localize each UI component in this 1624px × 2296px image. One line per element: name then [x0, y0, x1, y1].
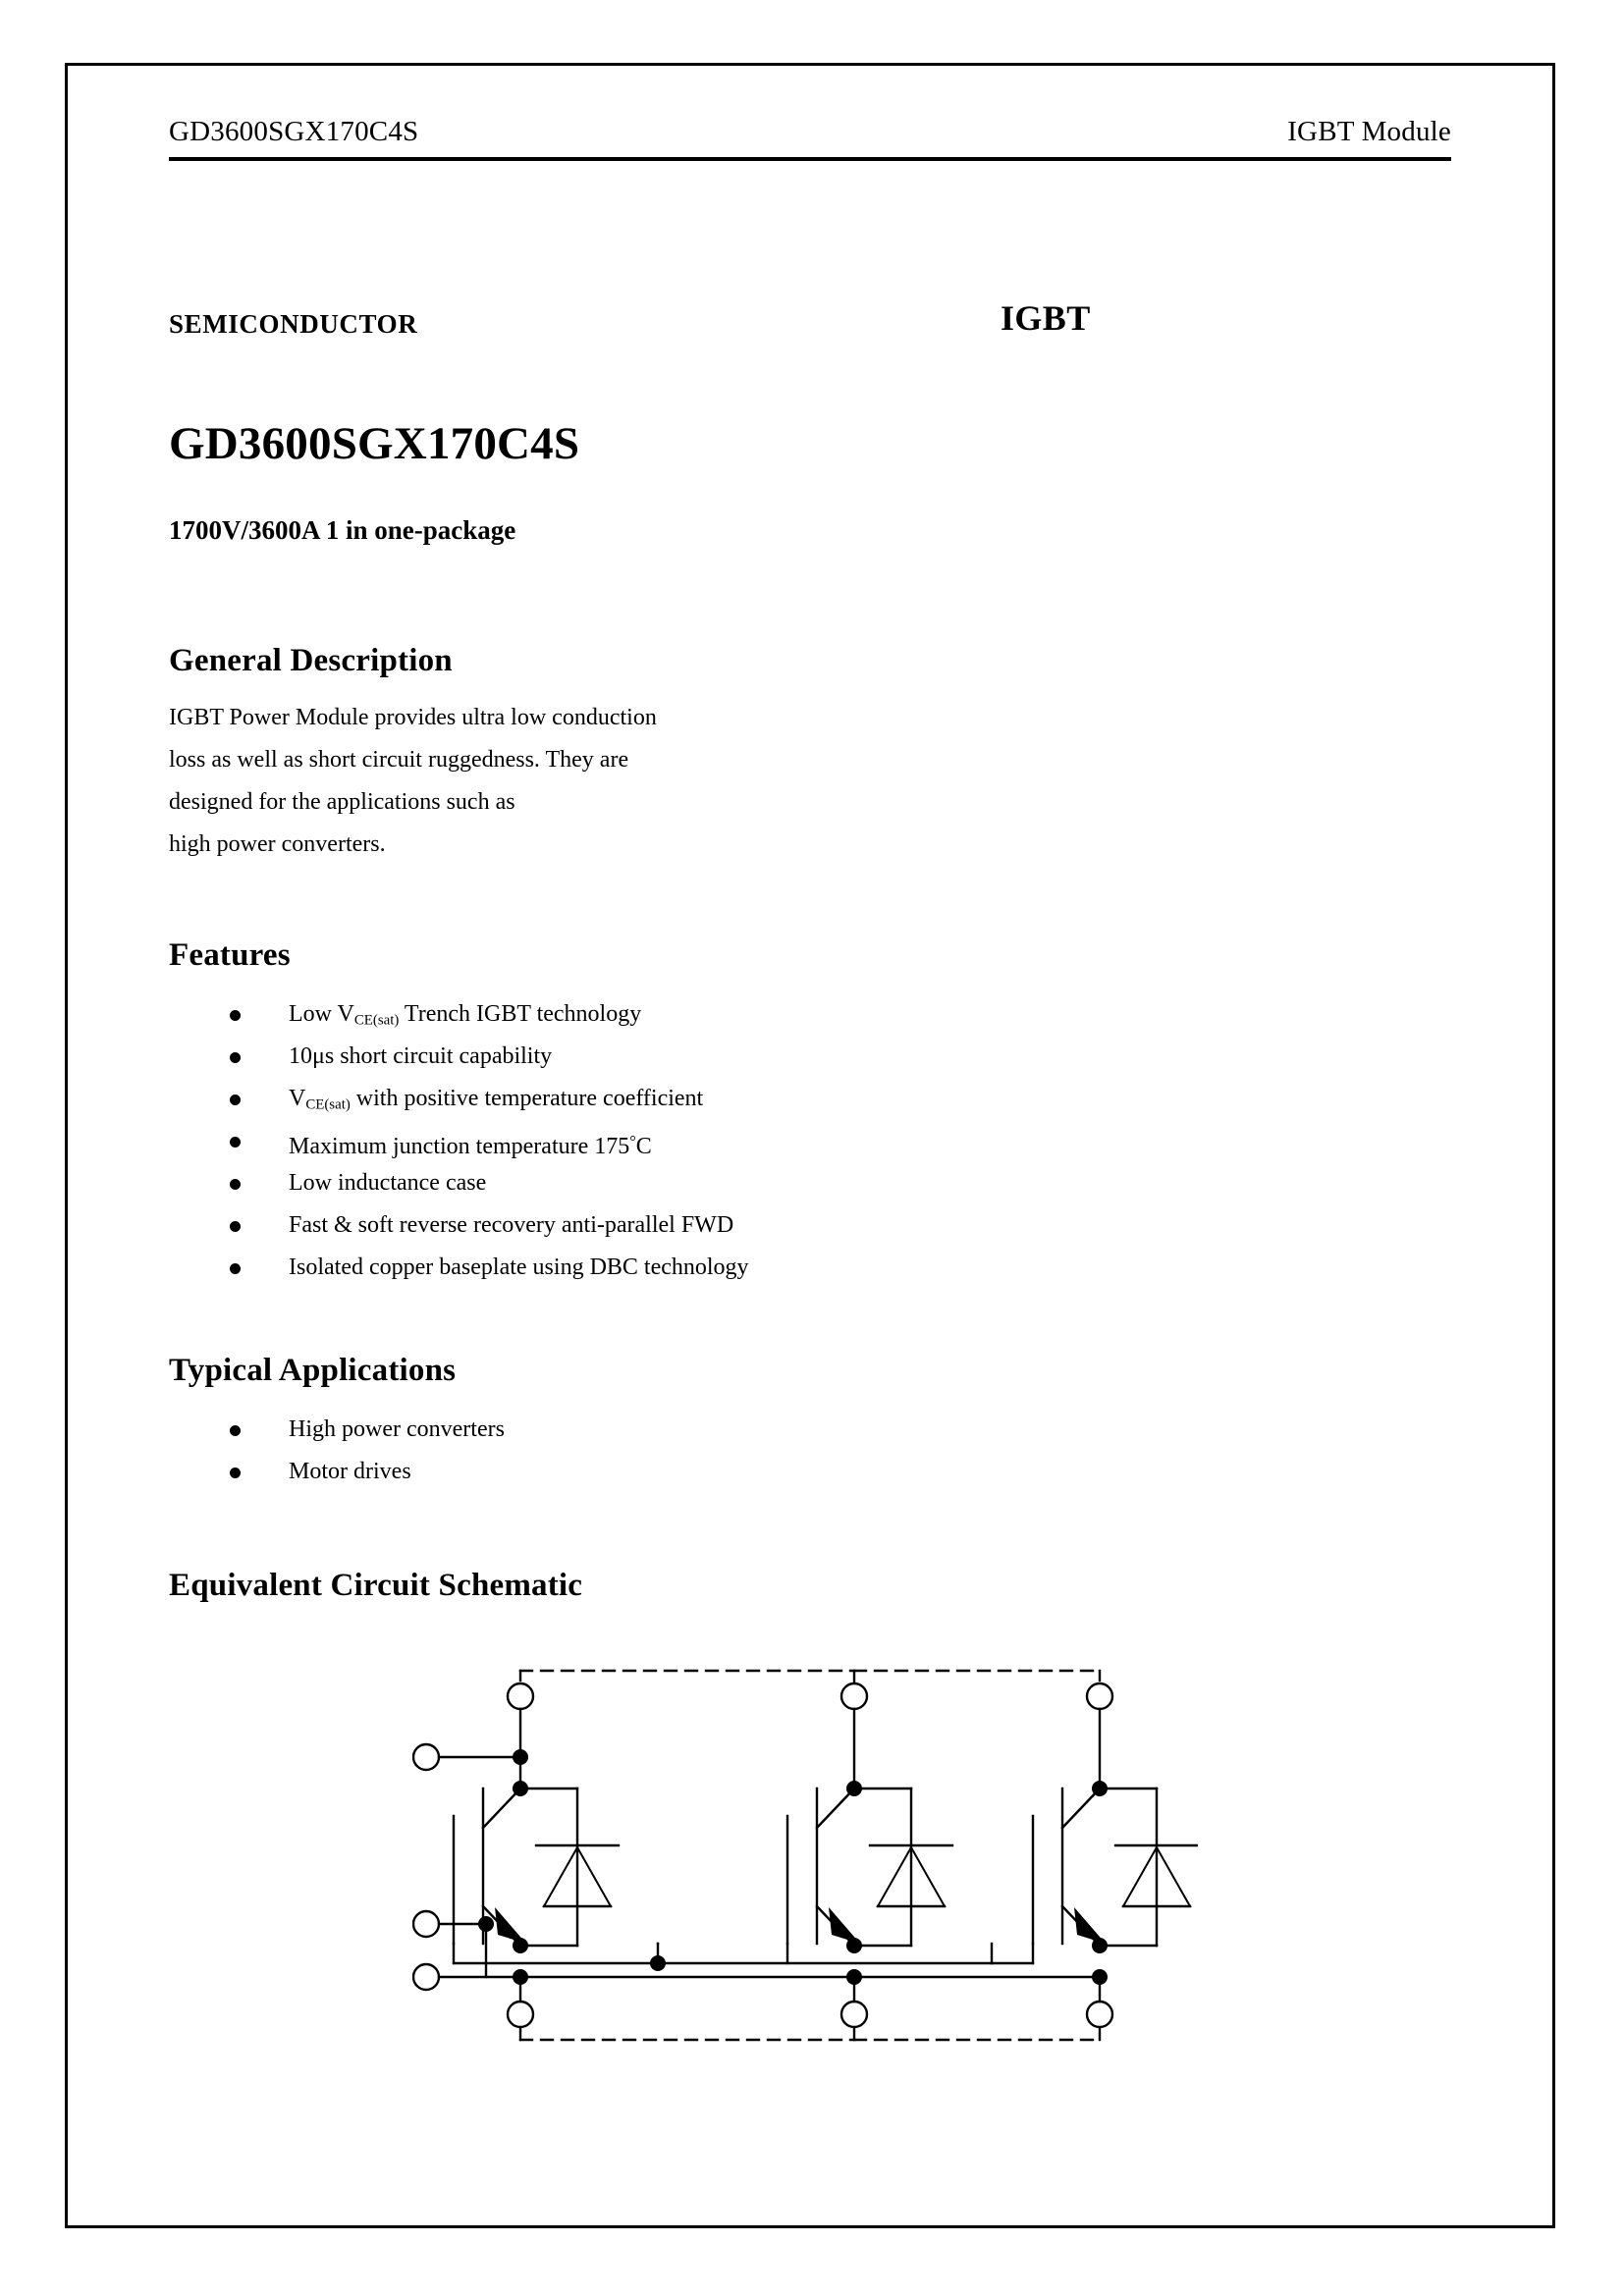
collector-slant-1 — [483, 1789, 520, 1828]
terminal-collector-top-1 — [508, 1683, 533, 1709]
general-description-heading: General Description — [169, 643, 453, 678]
degree-symbol: ° — [629, 1132, 636, 1150]
junction-dot-collector-left — [513, 1749, 528, 1765]
junction-dot-cell2-emitter — [846, 1938, 862, 1953]
features-list — [222, 993, 749, 1289]
description-line: designed for the applications such as — [169, 789, 515, 815]
junction-dot-emitter-rail-1 — [513, 1969, 528, 1985]
bullet-icon — [230, 1468, 241, 1478]
bullet-icon — [230, 1052, 241, 1063]
feature-item — [222, 1204, 749, 1247]
semiconductor-label: SEMICONDUCTOR — [169, 309, 418, 339]
terminal-collector-top-2 — [841, 1683, 867, 1709]
feature-text-post: with positive temperature coefficient — [350, 1086, 704, 1111]
feature-text-tail: C — [635, 1133, 652, 1159]
junction-dot-emitter-rail-3 — [1092, 1969, 1108, 1985]
feature-text-pre: Fast & soft reverse recovery anti-parallel FWD — [289, 1212, 734, 1238]
application-text: Motor drives — [289, 1459, 411, 1484]
description-line: high power converters. — [169, 831, 386, 857]
feature-subscript: CE(sat) — [353, 1012, 400, 1029]
feature-text-pre: V — [289, 1086, 306, 1111]
feature-item — [222, 1120, 749, 1162]
dashed-collector-rail — [520, 1671, 1100, 1682]
application-item — [222, 1409, 505, 1451]
terminal-collector-top-3 — [1087, 1683, 1112, 1709]
equivalent-circuit-schematic-heading: Equivalent Circuit Schematic — [169, 1568, 583, 1603]
feature-item — [222, 1078, 749, 1120]
feature-text-pre: Maximum junction temperature 175 — [289, 1133, 630, 1159]
feature-text-pre: 10μs short circuit capability — [289, 1043, 553, 1069]
feature-item — [222, 993, 749, 1036]
description-line: IGBT Power Module provides ultra low conduction — [169, 705, 657, 730]
feature-text-pre: Low V — [289, 1001, 354, 1027]
application-text: High power converters — [289, 1416, 505, 1442]
feature-item — [222, 1247, 749, 1289]
junction-dot-cell1-collector — [513, 1781, 528, 1796]
feature-subscript: CE(sat) — [305, 1096, 351, 1113]
junction-dot-emitter-rail-2 — [846, 1969, 862, 1985]
document-header — [169, 116, 1451, 148]
typical-applications-heading: Typical Applications — [169, 1353, 457, 1388]
feature-text-pre: Low inductance case — [289, 1170, 487, 1196]
terminal-gate-left — [413, 1911, 439, 1937]
page-title: GD3600SGX170C4S — [169, 418, 580, 469]
general-description-body — [169, 697, 856, 866]
igbt-cell-2 — [658, 1789, 992, 1963]
part-subtitle: 1700V/3600A 1 in one-package — [169, 515, 516, 545]
product-family-label: IGBT — [1001, 298, 1091, 338]
features-heading: Features — [169, 937, 291, 973]
junction-dot-gate-left — [478, 1916, 494, 1932]
junction-dot-gate-rail-1 — [650, 1955, 666, 1971]
junction-dot-cell1-emitter — [513, 1938, 528, 1953]
header-doc-type: IGBT Module — [1287, 116, 1451, 147]
bullet-icon — [230, 1095, 241, 1105]
typical-applications-list — [222, 1409, 505, 1493]
application-item — [222, 1451, 505, 1493]
header-part-number: GD3600SGX170C4S — [169, 116, 419, 147]
feature-item — [222, 1162, 749, 1204]
bullet-icon — [230, 1425, 241, 1436]
feature-text-pre: Isolated copper baseplate using DBC technology — [289, 1255, 749, 1280]
description-line: loss as well as short circuit ruggedness. They are — [169, 747, 629, 773]
collector-slant-2 — [817, 1789, 854, 1828]
dashed-emitter-rail — [520, 2024, 1100, 2040]
junction-dot-cell2-collector — [846, 1781, 862, 1796]
circuit-svg — [412, 1649, 1198, 2061]
bullet-icon — [230, 1010, 241, 1021]
collector-slant-3 — [1062, 1789, 1100, 1828]
equivalent-circuit-schematic-diagram — [412, 1649, 1198, 2061]
bullet-icon — [230, 1179, 241, 1190]
bullet-icon — [230, 1263, 241, 1274]
igbt-cell-3 — [992, 1789, 1198, 1963]
terminal-collector-left — [413, 1744, 439, 1770]
feature-item — [222, 1036, 749, 1078]
feature-text-post: Trench IGBT technology — [399, 1001, 642, 1027]
header-divider — [169, 157, 1451, 161]
igbt-cell-1 — [454, 1789, 658, 1963]
terminal-emitter-bottom-3 — [1087, 2002, 1112, 2027]
junction-dot-cell3-emitter — [1092, 1938, 1108, 1953]
bullet-icon — [230, 1221, 241, 1232]
terminal-emitter-bottom-1 — [508, 2002, 533, 2027]
terminal-emitter-left — [413, 1964, 439, 1990]
junction-dots — [478, 1749, 1108, 1985]
terminal-emitter-bottom-2 — [841, 2002, 867, 2027]
junction-dot-cell3-collector — [1092, 1781, 1108, 1796]
bullet-icon — [230, 1137, 241, 1148]
